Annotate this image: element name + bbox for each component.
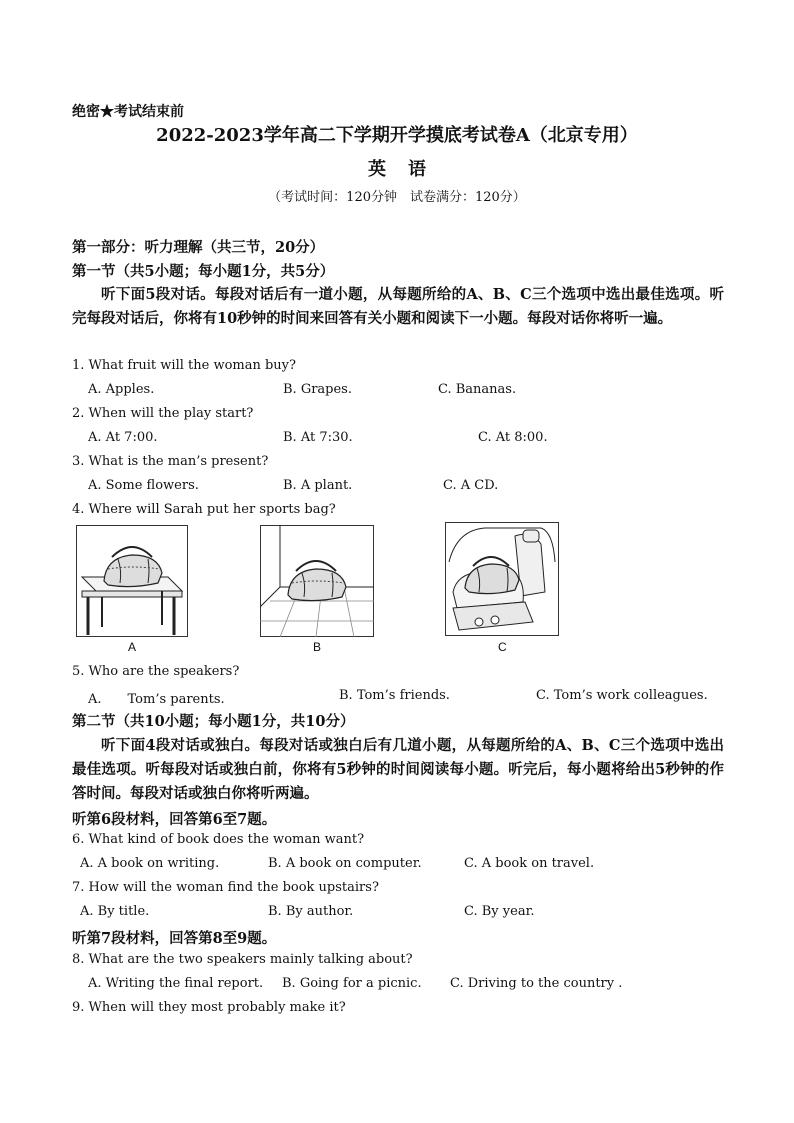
q1-option-a: A. Apples. [88, 382, 155, 397]
section2-heading: 第二节（共10小题；每小题1分，共10分） [72, 713, 355, 730]
question-1: 1. What fruit will the woman buy? [72, 358, 296, 373]
q3-option-a: A. Some flowers. [88, 478, 199, 493]
q3-option-c: C. A CD. [443, 478, 499, 493]
q8-option-a: A. Writing the final report. [88, 976, 264, 991]
q1-option-c: C. Bananas. [438, 382, 517, 397]
material-6-heading: 听第6段材料，回答第6至7题。 [72, 811, 277, 828]
q2-option-b: B. At 7:30. [283, 430, 353, 445]
question-5: 5. Who are the speakers? [72, 664, 240, 679]
question-9: 9. When will they most probably make it? [72, 1000, 346, 1015]
question-3: 3. What is the man’s present? [72, 454, 269, 469]
q3-option-b: B. A plant. [283, 478, 353, 493]
q5-option-b: B. Tom’s friends. [339, 688, 450, 703]
question-8: 8. What are the two speakers mainly talking about? [72, 952, 413, 967]
q7-option-c: C. By year. [464, 904, 535, 919]
q7-option-a: A. By title. [80, 904, 150, 919]
confidential-label: 绝密★考试结束前 [72, 104, 184, 120]
q5-option-a: A. Tom’s parents. [88, 692, 225, 707]
q8-option-b: B. Going for a picnic. [282, 976, 422, 991]
q6-option-b: B. A book on computer. [268, 856, 422, 871]
figure-c-label: C [498, 640, 507, 654]
q7-option-b: B. By author. [268, 904, 354, 919]
section1-instructions: 听下面5段对话。每段对话后有一道小题，从每题所给的A、B、C三个选项中选出最佳选项。听完每段对话后，你将有10秒钟的时间来回答有关小题和阅读下一小题。每段对话你将听一遍。 [72, 286, 724, 327]
question-2: 2. When will the play start? [72, 406, 254, 421]
part1-heading: 第一部分：听力理解（共三节，20分） [72, 239, 325, 256]
q2-option-a: A. At 7:00. [88, 430, 158, 445]
question-6: 6. What kind of book does the woman want? [72, 832, 365, 847]
q6-option-c: C. A book on travel. [464, 856, 595, 871]
material-7-heading: 听第7段材料，回答第8至9题。 [72, 930, 277, 947]
question-7: 7. How will the woman find the book upstairs? [72, 880, 379, 895]
q5-option-c: C. Tom’s work colleagues. [536, 688, 708, 703]
exam-info: （考试时间：120分钟 试卷满分：120分） [268, 190, 526, 205]
figure-b-label: B [313, 640, 322, 654]
section2-instructions: 听下面4段对话或独白。每段对话或独白后有几道小题，从每题所给的A、B、C三个选项中选出最佳选项。听每段对话或独白前，你将有5秒钟的时间阅读每小题。听完后，每小题将给出5秒钟的作答时间。每段对话或独白你将听两遍。 [72, 737, 724, 802]
q8-option-c: C. Driving to the country . [450, 976, 623, 991]
section1-heading: 第一节（共5小题；每小题1分，共5分） [72, 263, 335, 280]
exam-title: 2022-2023学年高二下学期开学摸底考试卷A（北京专用） [156, 125, 638, 146]
subject-title: 英语 [368, 159, 448, 180]
question-4: 4. Where will Sarah put her sports bag? [72, 502, 336, 517]
bag-on-floor-figure [260, 525, 374, 637]
q2-option-c: C. At 8:00. [478, 430, 548, 445]
figure-a-label: A [128, 640, 137, 654]
bag-on-table-figure [76, 525, 188, 637]
q1-option-b: B. Grapes. [283, 382, 352, 397]
q6-option-a: A. A book on writing. [80, 856, 220, 871]
bag-on-car-seat-figure [445, 522, 559, 636]
